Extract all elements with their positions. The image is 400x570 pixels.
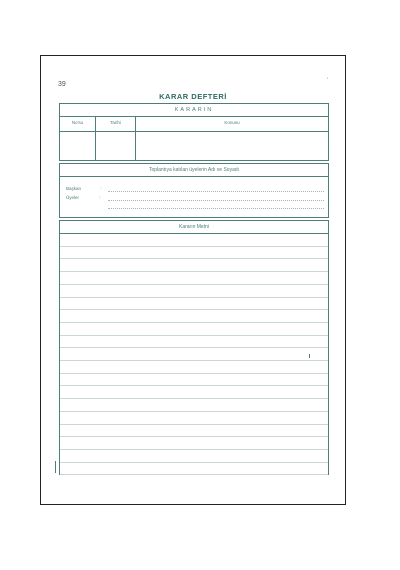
baskan-sep: : — [100, 186, 102, 191]
corner-mark: ' — [327, 78, 329, 84]
writing-line — [60, 449, 328, 450]
writing-line — [60, 246, 328, 247]
writing-line — [60, 436, 328, 437]
uyeler-sep: : — [99, 195, 101, 200]
writing-line — [60, 284, 328, 285]
writing-line — [60, 462, 328, 463]
column-konu — [136, 116, 328, 160]
kararin-grid — [60, 116, 328, 160]
writing-line — [60, 335, 328, 336]
writing-line — [60, 398, 328, 399]
binding-tick — [55, 461, 56, 473]
writing-line — [60, 373, 328, 374]
document-title: KARAR DEFTERİ — [159, 92, 227, 101]
metni-header: Kararın Metni — [60, 221, 328, 234]
column-konu-label: Konusu — [224, 120, 240, 125]
column-no — [60, 116, 96, 160]
metni-lines — [60, 233, 328, 474]
uyeler-label: Üyeler — [66, 195, 80, 200]
kararin-header: KARARIN — [60, 104, 328, 117]
column-no-label: No'su — [71, 120, 84, 125]
baskan-row — [66, 186, 102, 191]
writing-line — [60, 322, 328, 323]
uyeler-line-2 — [108, 208, 324, 209]
uyeler-row — [66, 195, 101, 200]
writing-line — [60, 271, 328, 272]
writing-line — [60, 309, 328, 310]
writing-line — [60, 411, 328, 412]
writing-line — [60, 474, 328, 475]
page-number: 39 — [58, 81, 66, 88]
writing-line — [60, 347, 328, 348]
baskan-line — [108, 191, 324, 192]
writing-line — [60, 424, 328, 425]
toplanti-header: Toplantıya katılan üyelerin Adı ve Soyadı — [60, 164, 328, 177]
kararin-subline — [60, 131, 328, 132]
writing-line — [60, 297, 328, 298]
column-tarih — [96, 116, 136, 160]
writing-line — [60, 258, 328, 259]
writing-line — [60, 360, 328, 361]
margin-tick — [309, 354, 310, 358]
toplanti-section — [59, 163, 329, 218]
kararin-section — [59, 103, 329, 161]
notebook-page — [40, 55, 346, 505]
baskan-label: Başkan — [66, 186, 82, 191]
column-tarih-label: Tarihi — [110, 120, 121, 125]
metni-section — [59, 220, 329, 475]
uyeler-line-1 — [108, 200, 324, 201]
writing-line — [60, 385, 328, 386]
